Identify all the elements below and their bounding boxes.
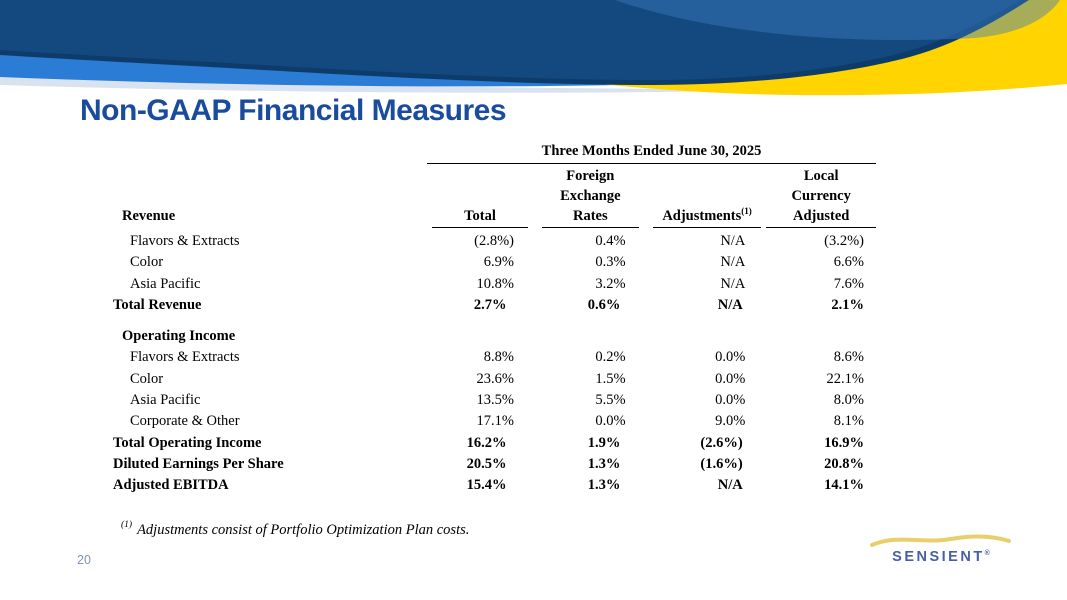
table-body (113, 231, 876, 497)
registered-mark: ® (984, 550, 990, 557)
table-row-diluted-eps: Diluted Earnings Per Share 20.5% 1.3% (1.6%) 20.8% (113, 455, 864, 472)
footnote-text: Adjustments consist of Portfolio Optimization Plan costs. (137, 522, 470, 538)
table-row-revenue-flavors-extracts: Flavors & Extracts (2.8%) 0.4% N/A (3.2%) (130, 233, 865, 249)
section-header-revenue: Revenue (122, 208, 176, 224)
table-row-revenue-color: Color 6.9% 0.3% N/A 6.6% (130, 254, 865, 271)
table-row-total-revenue: Total Revenue 2.7% 0.6% N/A 2.1% (113, 296, 864, 313)
page-title: Non-GAAP Financial Measures (80, 94, 507, 127)
column-header-total: Total (432, 206, 528, 228)
section-header-operating-income: Operating Income (122, 328, 236, 345)
column-header-adjustments: Adjustments$^{(1)}$ (653, 201, 762, 228)
footnote-marker: (1) (121, 520, 133, 530)
sensient-logo (866, 531, 1016, 565)
table-period-header: Three Months Ended June 30, 2025 (427, 141, 876, 164)
footnote (121, 520, 469, 539)
logo-wordmark: SENSIENT® (892, 549, 990, 565)
table-row-adjusted-ebitda: Adjusted EBITDA 15.4% 1.3% N/A 14.1% (113, 477, 864, 494)
table-row-revenue-asia-pacific: Asia Pacific 10.8% 3.2% N/A 7.6% (130, 275, 865, 292)
logo-swoosh-icon (869, 531, 1014, 549)
table-row-total-operating-income: Total Operating Income 16.2% 1.9% (2.6%) 16.9% (113, 434, 864, 451)
financial-table (113, 141, 876, 497)
column-header-foreign-exchange-rates: Foreign Exchange Rates (542, 166, 639, 228)
table-column-header-row (113, 166, 876, 228)
column-header-local-currency-adjusted: Local Currency Adjusted (766, 166, 876, 228)
table-row-oi-color: Color 23.6% 1.5% 0.0% 22.1% (130, 370, 865, 387)
table-row-oi-flavors-extracts: Flavors & Extracts 8.8% 0.2% 0.0% 8.6% (130, 349, 865, 366)
adjustments-footnote-ref: (1) (741, 206, 752, 216)
page-number: 20 (77, 553, 91, 567)
table-row-oi-asia-pacific: Asia Pacific 13.5% 5.5% 0.0% 8.0% (130, 392, 865, 409)
table-row-oi-corporate-other: Corporate & Other 17.1% 0.0% 9.0% 8.1% (130, 413, 865, 430)
header-swoosh-graphic (0, 0, 1067, 100)
